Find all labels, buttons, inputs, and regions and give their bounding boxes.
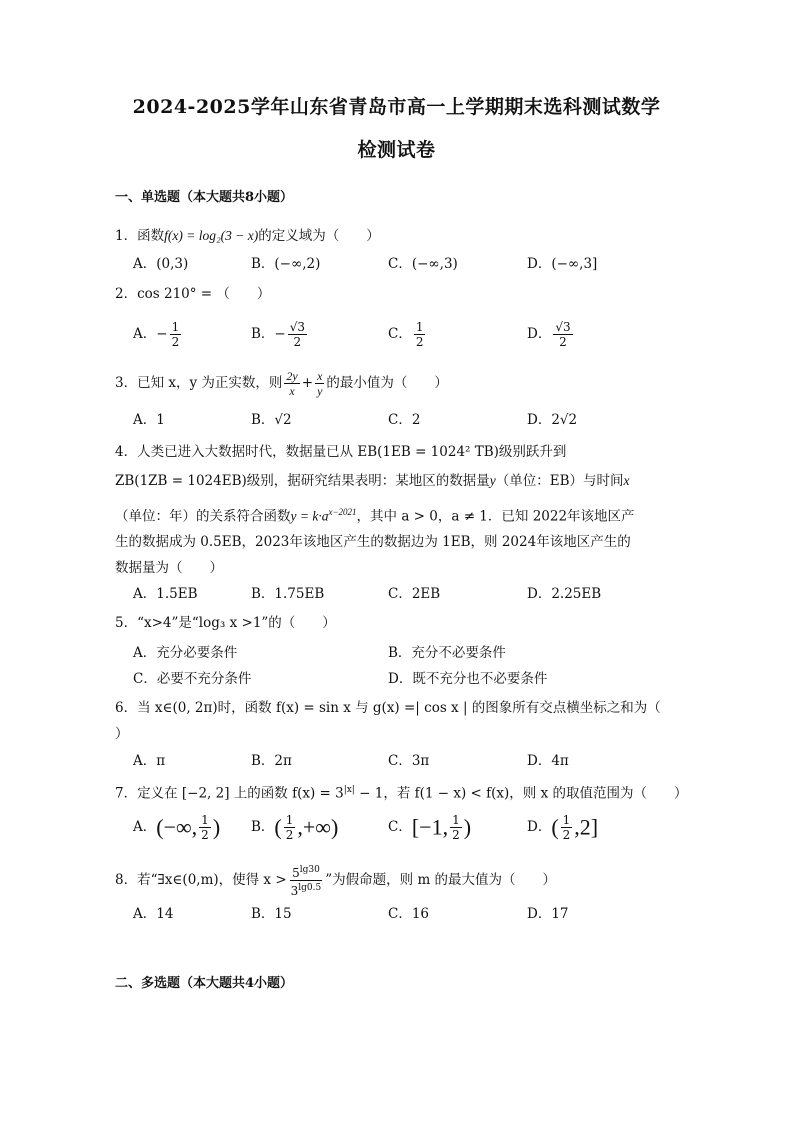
q7-c-num: 1 [452,813,460,827]
question-3-stem [115,368,448,398]
q7-option-b-key: B． [251,819,275,835]
q5-option-a: A．充分必要条件 [133,645,238,661]
q2-option-a-fraction [170,320,182,349]
q3-option-c: C．2 [388,412,421,428]
q4-var-y: y [489,473,496,488]
question-8-stem [115,863,557,898]
question-7-stem [115,780,687,804]
q7-option-a-fraction [199,813,211,842]
section-heading-multi-choice: 二、多选题（本大题共4小题） [115,976,294,991]
q1-stem-text-b: 的定义域为（ ） [258,228,380,244]
q2-option-a-sign: − [156,326,168,342]
q6-option-c: C．3π [388,753,430,769]
q8-option-d: D．17 [527,906,569,922]
q7-d-num: 1 [562,813,571,827]
section-heading-single-choice: 一、单选题（本大题共8小题） [115,190,294,205]
q7-stem-text-a: 7．定义在 [−2, 2] 上的函数 f(x) = 3 [115,785,344,802]
q2-option-d-key: D． [527,326,552,342]
q5-option-b: B．充分不必要条件 [388,645,506,661]
q4-line2-text-b: （单位：EB）与时间 [495,473,624,489]
q4-line3-text-b: ，其中 a > 0，a ≠ 1．已知 2022年该地区产 [356,508,635,525]
q2-option-a-key: A． [133,326,157,342]
q8-option-b: B．15 [251,906,292,922]
question-4-line-2 [115,471,630,491]
q6-option-d: D．4π [527,753,569,769]
q7-option-c [388,813,471,842]
q3-stem-text-a: 3．已知 x，y 为正实数，则 [115,375,283,391]
q7-c-left: [−1, [411,814,449,840]
q7-option-d-key: D． [527,819,552,835]
q7-option-d-fraction [561,813,573,842]
question-4-line-4: 生的数据成为 0.5EB，2023年该地区产生的数据边为 1EB，则 2024年该地区产生的 [115,534,631,550]
q3-option-b: B．√2 [251,412,292,428]
q2-option-b [251,320,309,349]
q8-frac-den [289,881,324,898]
q7-d-den: 2 [562,828,571,842]
q3-f1-den: x [289,384,295,398]
q2-option-d [527,320,575,349]
q5-option-c: C．必要不充分条件 [133,671,252,687]
q7-option-d [527,813,598,842]
q8-option-c: C．16 [388,906,430,922]
q7-stem-text-b: − 1，若 f(1 − x) < f(x)，则 x 的取值范围为（ ） [354,785,688,802]
question-5-options-row-2 [133,669,693,689]
q4-line2-text-a: ZB(1ZB = 1024EB)级别，据研究结果表明：某地区的数据量 [115,473,490,489]
q2-d-den: 2 [559,335,567,349]
q7-a-left: (−∞, [156,814,198,840]
q2-c-num: 1 [415,320,424,334]
q4-option-d: D．2.25EB [527,586,602,602]
question-4-options [133,584,693,604]
q7-option-b-fraction [284,813,296,842]
question-3-options [133,410,693,430]
q7-b-num: 1 [285,813,294,827]
q1-option-d: D．(−∞,3] [527,256,598,272]
q2-a-den: 2 [171,335,180,349]
q2-option-c-key: C． [388,326,412,342]
q8-stem-text-b: ”为假命题，则 m 的最大值为（ ） [325,872,557,888]
q4-var-x: x [623,473,630,488]
q2-b-num: √3 [289,320,306,334]
question-1-stem [115,226,380,246]
question-6-line-2: ） [115,726,129,742]
q7-option-c-key: C． [388,819,412,835]
question-2-stem: 2．cos 210° = （ ） [115,286,271,302]
q1-option-a: A．(0,3) [133,256,189,272]
q6-option-b: B．2π [251,753,292,769]
q2-option-d-fraction [553,320,572,349]
q5-option-d: D．既不充分也不必要条件 [388,671,548,687]
q7-option-a [133,813,220,842]
page-title-line-1: 2024-2025学年山东省青岛市高一上学期期末选科测试数学 [132,96,661,118]
q2-d-num: √3 [555,320,571,334]
q8-num-base: 5 [292,866,300,880]
q7-option-a-key: A． [133,819,157,835]
q2-option-c [388,320,427,349]
question-6-line-1: 6．当 x∈(0, 2π)时，函数 f(x) = sin x 与 g(x) =| cos x | 的图象所有交点横坐标之和为（ [115,700,661,716]
question-8-options [133,904,693,924]
q3-fraction-x-over-y [315,369,324,398]
q7-option-c-fraction [450,813,462,842]
q2-c-den: 2 [415,335,424,349]
question-4-line-3 [115,502,635,527]
q3-option-d: D．2√2 [527,412,578,428]
q8-den-exp: lg0.5 [298,883,322,893]
q6-option-a: A．π [133,753,166,769]
q2-option-b-fraction [288,320,307,349]
q3-f2-den: y [317,384,323,398]
q8-den-base: 3 [290,884,299,898]
q4-line3-text-a: （单位：年）的关系符合函数 [115,508,291,525]
q3-fraction-2y-over-x [284,369,299,398]
q8-num-exp: lg30 [299,865,320,875]
q7-d-right: ,2] [574,814,599,840]
q1-option-c: C．(−∞,3) [388,256,458,272]
q4-option-c: C．2EB [388,586,441,602]
q3-stem-text-b: 的最小值为（ ） [326,375,448,391]
q7-option-b [251,813,338,842]
q7-b-den: 2 [285,828,294,842]
q7-b-right: ,+∞) [297,814,339,840]
q7-d-left: ( [551,814,559,840]
q7-c-right: ) [463,814,472,840]
q8-frac-num [290,863,322,881]
q2-option-a [133,320,183,349]
question-7-options [133,813,693,847]
q3-f1-num: 2y [286,369,298,383]
question-4-line-5: 数据量为（ ） [115,560,223,576]
question-2-options [133,320,693,350]
question-5-stem: 5．“x>4”是“log₃ x >1”的（ ） [115,615,336,631]
q2-a-num: 1 [171,320,180,334]
q8-stem-text-a: 8．若“∃x∈(0,m)，使得 x > [115,872,287,888]
q2-option-b-key: B． [251,326,275,342]
question-5-options-row-1 [133,643,693,663]
q8-option-a: A．14 [133,906,174,922]
question-4-line-1: 4．人类已进入大数据时代，数据量已从 EB(1EB = 1024² TB)级别跃升到 [115,444,567,460]
q2-option-b-sign: − [274,326,286,342]
q4-function-expression: y = k·a [290,508,329,524]
question-1-options [133,254,693,274]
page-title-line-2: 检测试卷 [357,139,436,161]
q2-b-den: 2 [293,335,302,349]
q1-stem-text-a: 1．函数 [115,228,165,244]
q7-exponent: |x| [343,785,355,795]
q1-option-b: B．(−∞,2) [251,256,321,272]
q1-stem-math: f(x) = log₂(3 − x) [164,228,259,243]
question-6-options [133,751,693,771]
q4-option-b: B．1.75EB [251,586,325,602]
q4-option-a: A．1.5EB [133,586,198,602]
q8-fraction [289,863,324,898]
q7-c-den: 2 [452,828,460,842]
q7-a-num: 1 [201,813,209,827]
q7-a-right: ) [212,814,221,840]
q7-b-left: ( [274,814,282,840]
q3-option-a: A．1 [133,412,165,428]
q4-function-exponent: x−2021 [328,507,357,517]
q3-plus: + [301,375,314,391]
q3-f2-num: x [317,369,323,383]
q7-a-den: 2 [201,828,209,842]
q2-option-c-fraction [414,320,426,349]
